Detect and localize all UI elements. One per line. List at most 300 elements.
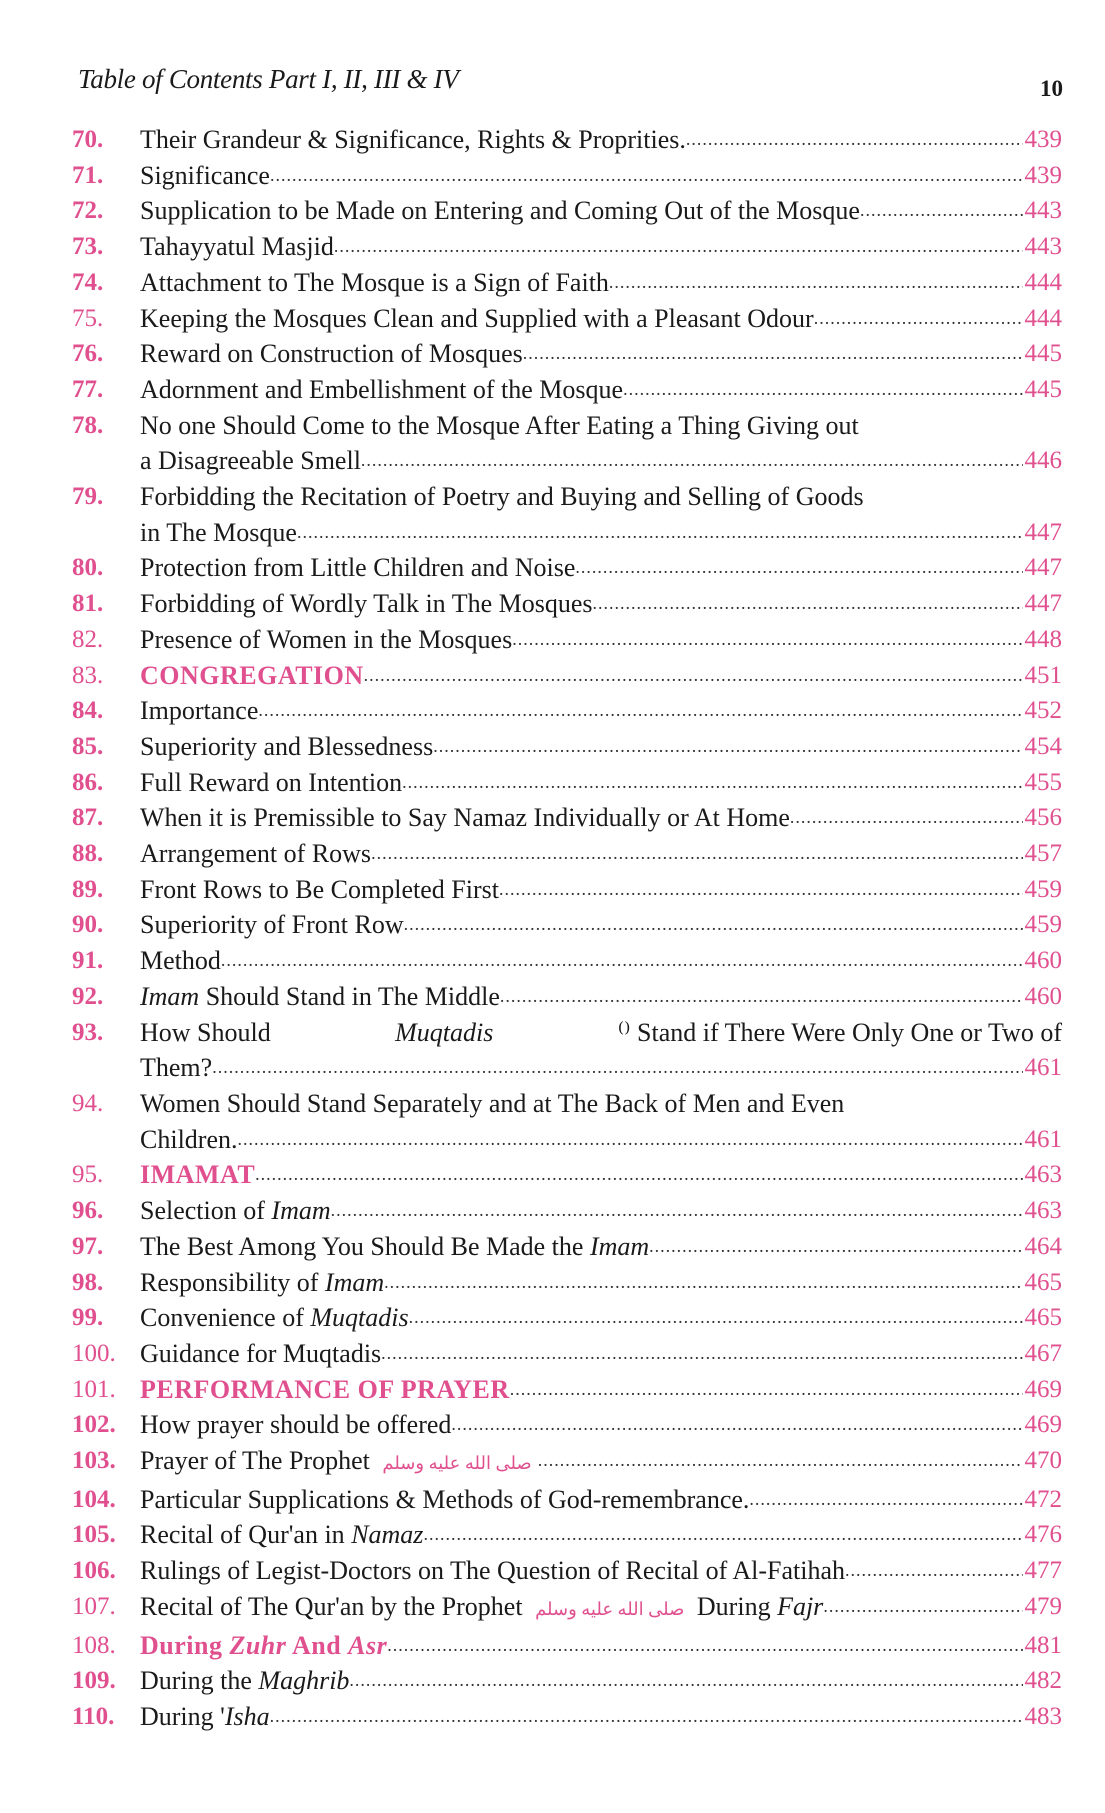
entry-page-number: 447 xyxy=(1024,590,1062,618)
entry-page-number: 461 xyxy=(1024,1125,1062,1153)
entry-title xyxy=(140,301,814,337)
toc-entry[interactable] xyxy=(72,586,1062,622)
entry-title xyxy=(140,1015,1062,1051)
entry-body xyxy=(140,1443,1062,1482)
toc-entry[interactable] xyxy=(72,479,1062,550)
entry-number: 104. xyxy=(72,1485,116,1513)
toc-entry[interactable] xyxy=(72,1553,1062,1589)
entry-number: 72. xyxy=(72,197,104,225)
entry-line xyxy=(140,1553,1062,1589)
title-segment: Isha xyxy=(224,1701,270,1731)
dot-leader xyxy=(500,979,1023,1015)
entry-line xyxy=(140,1086,1062,1122)
title-segment: And xyxy=(286,1630,349,1660)
entry-line xyxy=(140,479,1062,515)
entry-number: 107. xyxy=(72,1592,116,1620)
entry-line xyxy=(140,1482,1062,1518)
title-segment: Forbidding of Wordly Talk in The Mosques xyxy=(140,589,593,619)
title-segment: Importance xyxy=(140,696,259,726)
entry-title xyxy=(140,336,523,372)
entry-number: 86. xyxy=(72,768,104,796)
title-segment: Full Reward on Intention xyxy=(140,767,403,797)
entry-title xyxy=(140,1482,749,1518)
toc-entry[interactable] xyxy=(72,1663,1062,1699)
title-segment: Convenience of xyxy=(140,1303,311,1333)
entry-line xyxy=(140,1372,1062,1408)
dot-leader xyxy=(523,336,1023,372)
entry-body xyxy=(140,1157,1062,1193)
entry-title xyxy=(140,1372,510,1408)
entry-number: 70. xyxy=(72,126,104,153)
entry-line xyxy=(140,1443,1062,1482)
entry-body xyxy=(140,658,1062,694)
title-segment: Front Rows to Be Completed First xyxy=(140,874,499,904)
toc-entry[interactable] xyxy=(72,907,1062,943)
toc-entry[interactable] xyxy=(72,1015,1062,1086)
entry-line xyxy=(140,1628,1062,1664)
toc-entry[interactable] xyxy=(72,1265,1062,1301)
title-segment: in The Mosque xyxy=(140,517,297,547)
title-segment: Protection from Little Children and Noise xyxy=(140,553,576,583)
toc-entry[interactable] xyxy=(72,1628,1062,1664)
entry-number: 89. xyxy=(72,875,104,903)
entry-line xyxy=(140,765,1062,801)
toc-entry[interactable] xyxy=(72,1086,1062,1157)
entry-number: 93. xyxy=(72,1018,104,1046)
title-segment: PERFORMANCE OF PRAYER xyxy=(140,1374,510,1404)
entry-line xyxy=(140,836,1062,872)
dot-leader xyxy=(402,765,1022,801)
toc-entry[interactable] xyxy=(72,729,1062,765)
entry-title xyxy=(140,1407,451,1443)
entry-title xyxy=(140,1265,384,1301)
entry-line xyxy=(140,301,1062,337)
entry-body xyxy=(140,943,1062,979)
entry-number: 106. xyxy=(72,1557,116,1585)
toc-entry[interactable] xyxy=(72,265,1062,301)
entry-page-number: 451 xyxy=(1024,661,1062,689)
entry-line xyxy=(140,1229,1062,1265)
dot-leader xyxy=(499,872,1023,908)
title-segment: Children. xyxy=(140,1124,238,1154)
title-segment: Them? xyxy=(140,1053,213,1083)
entry-page-number: 463 xyxy=(1024,1161,1062,1189)
entry-body xyxy=(140,1229,1062,1265)
title-segment: Reward on Construction of Mosques xyxy=(140,339,523,369)
dot-leader xyxy=(649,1229,1022,1265)
title-segment: How prayer should be offered xyxy=(140,1410,452,1440)
title-segment: Forbidding the Recitation of Poetry and Buying and Selling of Goods xyxy=(140,482,864,512)
dot-leader xyxy=(575,550,1022,586)
honorific-calligraphy: صلى الله عليه وسلم xyxy=(535,1598,685,1619)
title-segment: ⁽⁾ Stand if There Were Only One or Two of xyxy=(617,1017,1062,1047)
entry-number: 88. xyxy=(72,840,104,868)
entry-page-number: 448 xyxy=(1024,625,1062,653)
entry-title xyxy=(140,1300,409,1336)
title-segment: During xyxy=(140,1630,230,1660)
entry-title xyxy=(140,408,1062,444)
entry-line xyxy=(140,122,1062,158)
title-segment: Superiority of Front Row xyxy=(140,910,404,940)
entry-title xyxy=(140,943,221,979)
title-segment: Asr xyxy=(348,1630,388,1660)
title-segment: Fajr xyxy=(777,1591,824,1621)
entry-title xyxy=(140,1589,823,1628)
entry-number: 108. xyxy=(72,1631,116,1659)
toc-entry[interactable] xyxy=(72,122,1062,158)
dot-leader xyxy=(221,943,1023,979)
entry-body xyxy=(140,122,1062,158)
dot-leader xyxy=(371,836,1022,872)
entry-line xyxy=(140,193,1062,229)
entry-title xyxy=(140,979,500,1015)
entry-line xyxy=(140,158,1062,194)
entry-body xyxy=(140,479,1062,550)
title-segment: Imam xyxy=(140,981,200,1011)
entry-page-number: 483 xyxy=(1024,1702,1062,1730)
title-segment: Adornment and Embellishment of the Mosque xyxy=(140,374,624,404)
entry-title xyxy=(140,658,364,694)
page-header xyxy=(78,64,1063,104)
entry-body xyxy=(140,1193,1062,1229)
entry-body xyxy=(140,1015,1062,1086)
entry-number: 79. xyxy=(72,483,104,511)
entry-line xyxy=(140,265,1062,301)
entry-line xyxy=(140,1193,1062,1229)
dot-leader xyxy=(387,1628,1022,1664)
dot-leader xyxy=(510,1372,1023,1408)
entry-number: 83. xyxy=(72,661,104,689)
entry-body xyxy=(140,1336,1062,1372)
title-segment: Presence of Women in the Mosques xyxy=(140,624,513,654)
entry-page-number: 479 xyxy=(1024,1592,1062,1620)
title-segment: How Should xyxy=(140,1017,271,1047)
entry-title xyxy=(140,443,361,479)
entry-page-number: 465 xyxy=(1024,1268,1062,1296)
title-segment: Recital of Qur'an in xyxy=(140,1520,352,1550)
entry-number: 92. xyxy=(72,982,104,1010)
title-segment: Zuhr xyxy=(229,1630,287,1660)
entry-body xyxy=(140,979,1062,1015)
entry-title xyxy=(140,800,790,836)
title-segment: Tahayyatul Masjid xyxy=(140,232,334,262)
toc-entry[interactable] xyxy=(72,301,1062,337)
title-segment: Method xyxy=(140,946,221,976)
entry-body xyxy=(140,1663,1062,1699)
title-segment: During the xyxy=(140,1666,259,1696)
entry-line xyxy=(140,408,1062,444)
dot-leader xyxy=(349,1663,1022,1699)
title-segment: During xyxy=(690,1591,778,1621)
entry-number: 77. xyxy=(72,375,104,403)
title-segment: Muqtadis xyxy=(395,1017,494,1047)
title-segment: Should Stand in The Middle xyxy=(199,981,500,1011)
dot-leader xyxy=(364,658,1023,694)
dot-leader xyxy=(404,907,1023,943)
toc-entry[interactable] xyxy=(72,1517,1062,1553)
dot-leader xyxy=(845,1553,1022,1589)
entry-body xyxy=(140,1517,1062,1553)
entry-page-number: 457 xyxy=(1024,840,1062,868)
entry-title xyxy=(140,1157,255,1193)
entry-title xyxy=(140,158,270,194)
dot-leader xyxy=(609,265,1023,301)
toc-entry[interactable] xyxy=(72,1157,1062,1193)
entry-body xyxy=(140,1265,1062,1301)
entry-page-number: 444 xyxy=(1024,268,1062,296)
dot-leader xyxy=(384,1265,1022,1301)
toc-entry[interactable] xyxy=(72,658,1062,694)
entry-page-number: 439 xyxy=(1024,161,1062,189)
title-segment: IMAMAT xyxy=(140,1160,256,1190)
title-segment: Attachment to The Mosque is a Sign of Faith xyxy=(140,267,609,297)
entry-body xyxy=(140,1699,1062,1735)
toc-entry[interactable] xyxy=(72,1336,1062,1372)
entry-line xyxy=(140,872,1062,908)
entry-body xyxy=(140,1407,1062,1443)
entry-title xyxy=(140,1663,349,1699)
entry-line xyxy=(140,515,1062,551)
entry-title xyxy=(140,1553,845,1589)
entry-title xyxy=(140,265,609,301)
dot-leader xyxy=(451,1407,1022,1443)
dot-leader xyxy=(433,729,1022,765)
entry-line xyxy=(140,550,1062,586)
entry-line xyxy=(140,229,1062,265)
toc-entry[interactable] xyxy=(72,872,1062,908)
entry-number: 90. xyxy=(72,911,104,939)
entry-body xyxy=(140,265,1062,301)
entry-number: 80. xyxy=(72,554,104,582)
honorific-calligraphy: صلى الله عليه وسلم xyxy=(382,1453,532,1474)
title-segment: Supplication to be Made on Entering and Coming Out of the Mosque xyxy=(140,196,860,226)
entry-page-number: 469 xyxy=(1024,1375,1062,1403)
entry-line xyxy=(140,1517,1062,1553)
dot-leader xyxy=(258,693,1022,729)
title-segment: a Disagreeable Smell xyxy=(140,446,361,476)
entry-body xyxy=(140,693,1062,729)
toc-entry[interactable] xyxy=(72,1443,1062,1482)
entry-number: 78. xyxy=(72,411,104,439)
dot-leader xyxy=(238,1122,1023,1158)
dot-leader xyxy=(409,1300,1023,1336)
dot-leader xyxy=(331,1193,1023,1229)
dot-leader xyxy=(255,1157,1022,1193)
toc-entry[interactable] xyxy=(72,229,1062,265)
toc-entry[interactable] xyxy=(72,336,1062,372)
title-segment: Particular Supplications & Methods of God-remembrance. xyxy=(140,1484,750,1514)
title-segment: Namaz xyxy=(351,1520,424,1550)
toc-entry[interactable] xyxy=(72,1300,1062,1336)
entry-number: 95. xyxy=(72,1161,104,1189)
entry-page-number: 447 xyxy=(1024,554,1062,582)
entry-page-number: 443 xyxy=(1024,233,1062,261)
dot-leader xyxy=(423,1517,1022,1553)
entry-body xyxy=(140,1482,1062,1518)
title-segment: Responsibility of xyxy=(140,1267,325,1297)
entry-line xyxy=(140,336,1062,372)
entry-title xyxy=(140,1443,538,1482)
entry-page-number: 465 xyxy=(1024,1304,1062,1332)
toc-entry[interactable] xyxy=(72,836,1062,872)
entry-title xyxy=(140,693,258,729)
toc-entry[interactable] xyxy=(72,1589,1062,1628)
entry-page-number: 460 xyxy=(1024,982,1062,1010)
title-segment: No one Should Come to the Mosque After Eating a Thing Giving out xyxy=(140,410,859,440)
toc-entry[interactable] xyxy=(72,1372,1062,1408)
entry-line xyxy=(140,943,1062,979)
entry-line xyxy=(140,1050,1062,1086)
entry-page-number: 445 xyxy=(1024,375,1062,403)
title-segment: During ' xyxy=(140,1701,225,1731)
title-segment: Selection of xyxy=(140,1196,272,1226)
toc-entry[interactable] xyxy=(72,622,1062,658)
entry-body xyxy=(140,1628,1062,1664)
toc-entry[interactable] xyxy=(72,765,1062,801)
entry-number: 91. xyxy=(72,947,104,975)
toc-entry[interactable] xyxy=(72,158,1062,194)
entry-page-number: 459 xyxy=(1024,875,1062,903)
entry-page-number: 446 xyxy=(1024,447,1062,475)
title-segment: Imam xyxy=(271,1196,331,1226)
entry-page-number: 443 xyxy=(1024,197,1062,225)
entry-line xyxy=(140,1157,1062,1193)
entry-title xyxy=(140,122,686,158)
title-segment: Imam xyxy=(324,1267,385,1297)
entry-body xyxy=(140,622,1062,658)
toc-entry[interactable] xyxy=(72,408,1062,479)
entry-line xyxy=(140,979,1062,1015)
entry-body xyxy=(140,1589,1062,1628)
entry-body xyxy=(140,800,1062,836)
toc-entry[interactable] xyxy=(72,193,1062,229)
entry-title xyxy=(140,515,297,551)
entry-title xyxy=(140,836,371,872)
toc-entry[interactable] xyxy=(72,372,1062,408)
entry-title xyxy=(140,872,499,908)
dot-leader xyxy=(270,1699,1023,1735)
entry-title xyxy=(140,1193,331,1229)
dot-leader xyxy=(814,301,1023,337)
entry-line xyxy=(140,586,1062,622)
entry-page-number: 456 xyxy=(1024,804,1062,832)
table-of-contents xyxy=(72,122,1062,1735)
entry-title xyxy=(140,1086,1062,1122)
entry-title xyxy=(140,1628,387,1664)
entry-number: 87. xyxy=(72,804,104,832)
title-segment: Guidance for Muqtadis xyxy=(140,1338,382,1368)
entry-page-number: 459 xyxy=(1024,911,1062,939)
entry-page-number: 477 xyxy=(1024,1557,1062,1585)
title-segment: CONGREGATION xyxy=(140,660,364,690)
entry-title xyxy=(140,372,623,408)
entry-body xyxy=(140,1372,1062,1408)
entry-title xyxy=(140,907,404,943)
toc-entry[interactable] xyxy=(72,550,1062,586)
dot-leader xyxy=(334,229,1023,265)
entry-number: 103. xyxy=(72,1447,116,1475)
title-segment: Imam xyxy=(589,1231,650,1261)
entry-page-number: 444 xyxy=(1024,304,1062,332)
entry-line xyxy=(140,907,1062,943)
entry-title xyxy=(140,1122,238,1158)
entry-line xyxy=(140,800,1062,836)
toc-entry[interactable] xyxy=(72,1699,1062,1735)
entry-body xyxy=(140,372,1062,408)
title-segment: Recital of The Qur'an by the Prophet xyxy=(140,1591,530,1621)
entry-number: 101. xyxy=(72,1375,116,1403)
entry-title xyxy=(140,550,575,586)
running-title: Table of Contents Part I, II, III & IV xyxy=(78,64,459,94)
entry-title xyxy=(140,1336,381,1372)
entry-body xyxy=(140,408,1062,479)
entry-body xyxy=(140,765,1062,801)
entry-line xyxy=(140,1663,1062,1699)
toc-entry[interactable] xyxy=(72,800,1062,836)
toc-entry[interactable] xyxy=(72,693,1062,729)
entry-line xyxy=(140,1300,1062,1336)
entry-line xyxy=(140,693,1062,729)
entry-number: 105. xyxy=(72,1521,116,1549)
entry-number: 76. xyxy=(72,340,104,368)
entry-title xyxy=(140,729,433,765)
entry-page-number: 472 xyxy=(1024,1485,1062,1513)
entry-body xyxy=(140,586,1062,622)
entry-line xyxy=(140,1699,1062,1735)
entry-body xyxy=(140,836,1062,872)
toc-entry[interactable] xyxy=(72,979,1062,1015)
entry-page-number: 469 xyxy=(1024,1411,1062,1439)
title-segment: Women Should Stand Separately and at The Back of Men and Even xyxy=(140,1088,845,1118)
entry-page-number: 470 xyxy=(1024,1447,1062,1475)
toc-entry[interactable] xyxy=(72,1193,1062,1229)
dot-leader xyxy=(790,800,1023,836)
entry-number: 109. xyxy=(72,1667,116,1695)
entry-number: 100. xyxy=(72,1339,116,1367)
entry-title xyxy=(140,622,512,658)
entry-number: 110. xyxy=(72,1702,115,1730)
entry-page-number: 476 xyxy=(1024,1521,1062,1549)
title-segment: Their Grandeur & Significance, Rights & Proprities. xyxy=(140,125,686,154)
entry-line xyxy=(140,622,1062,658)
entry-body xyxy=(140,907,1062,943)
entry-line xyxy=(140,1336,1062,1372)
entry-page-number: 445 xyxy=(1024,340,1062,368)
toc-entry[interactable] xyxy=(72,1229,1062,1265)
entry-title xyxy=(140,1517,423,1553)
title-segment: Superiority and Blessedness xyxy=(140,731,434,761)
entry-title xyxy=(140,193,860,229)
entry-page-number: 452 xyxy=(1024,697,1062,725)
entry-line xyxy=(140,1407,1062,1443)
entry-body xyxy=(140,193,1062,229)
entry-number: 98. xyxy=(72,1268,104,1296)
toc-entry[interactable] xyxy=(72,1482,1062,1518)
entry-number: 73. xyxy=(72,233,104,261)
entry-title xyxy=(140,1050,212,1086)
entry-body xyxy=(140,1553,1062,1589)
entry-page-number: 482 xyxy=(1024,1667,1062,1695)
toc-entry[interactable] xyxy=(72,1407,1062,1443)
entry-body xyxy=(140,229,1062,265)
entry-title xyxy=(140,479,1062,515)
title-segment: Arrangement of Rows xyxy=(140,839,372,869)
toc-entry[interactable] xyxy=(72,943,1062,979)
entry-page-number: 464 xyxy=(1024,1232,1062,1260)
entry-page-number: 467 xyxy=(1024,1339,1062,1367)
entry-page-number: 454 xyxy=(1024,732,1062,760)
entry-page-number: 460 xyxy=(1024,947,1062,975)
